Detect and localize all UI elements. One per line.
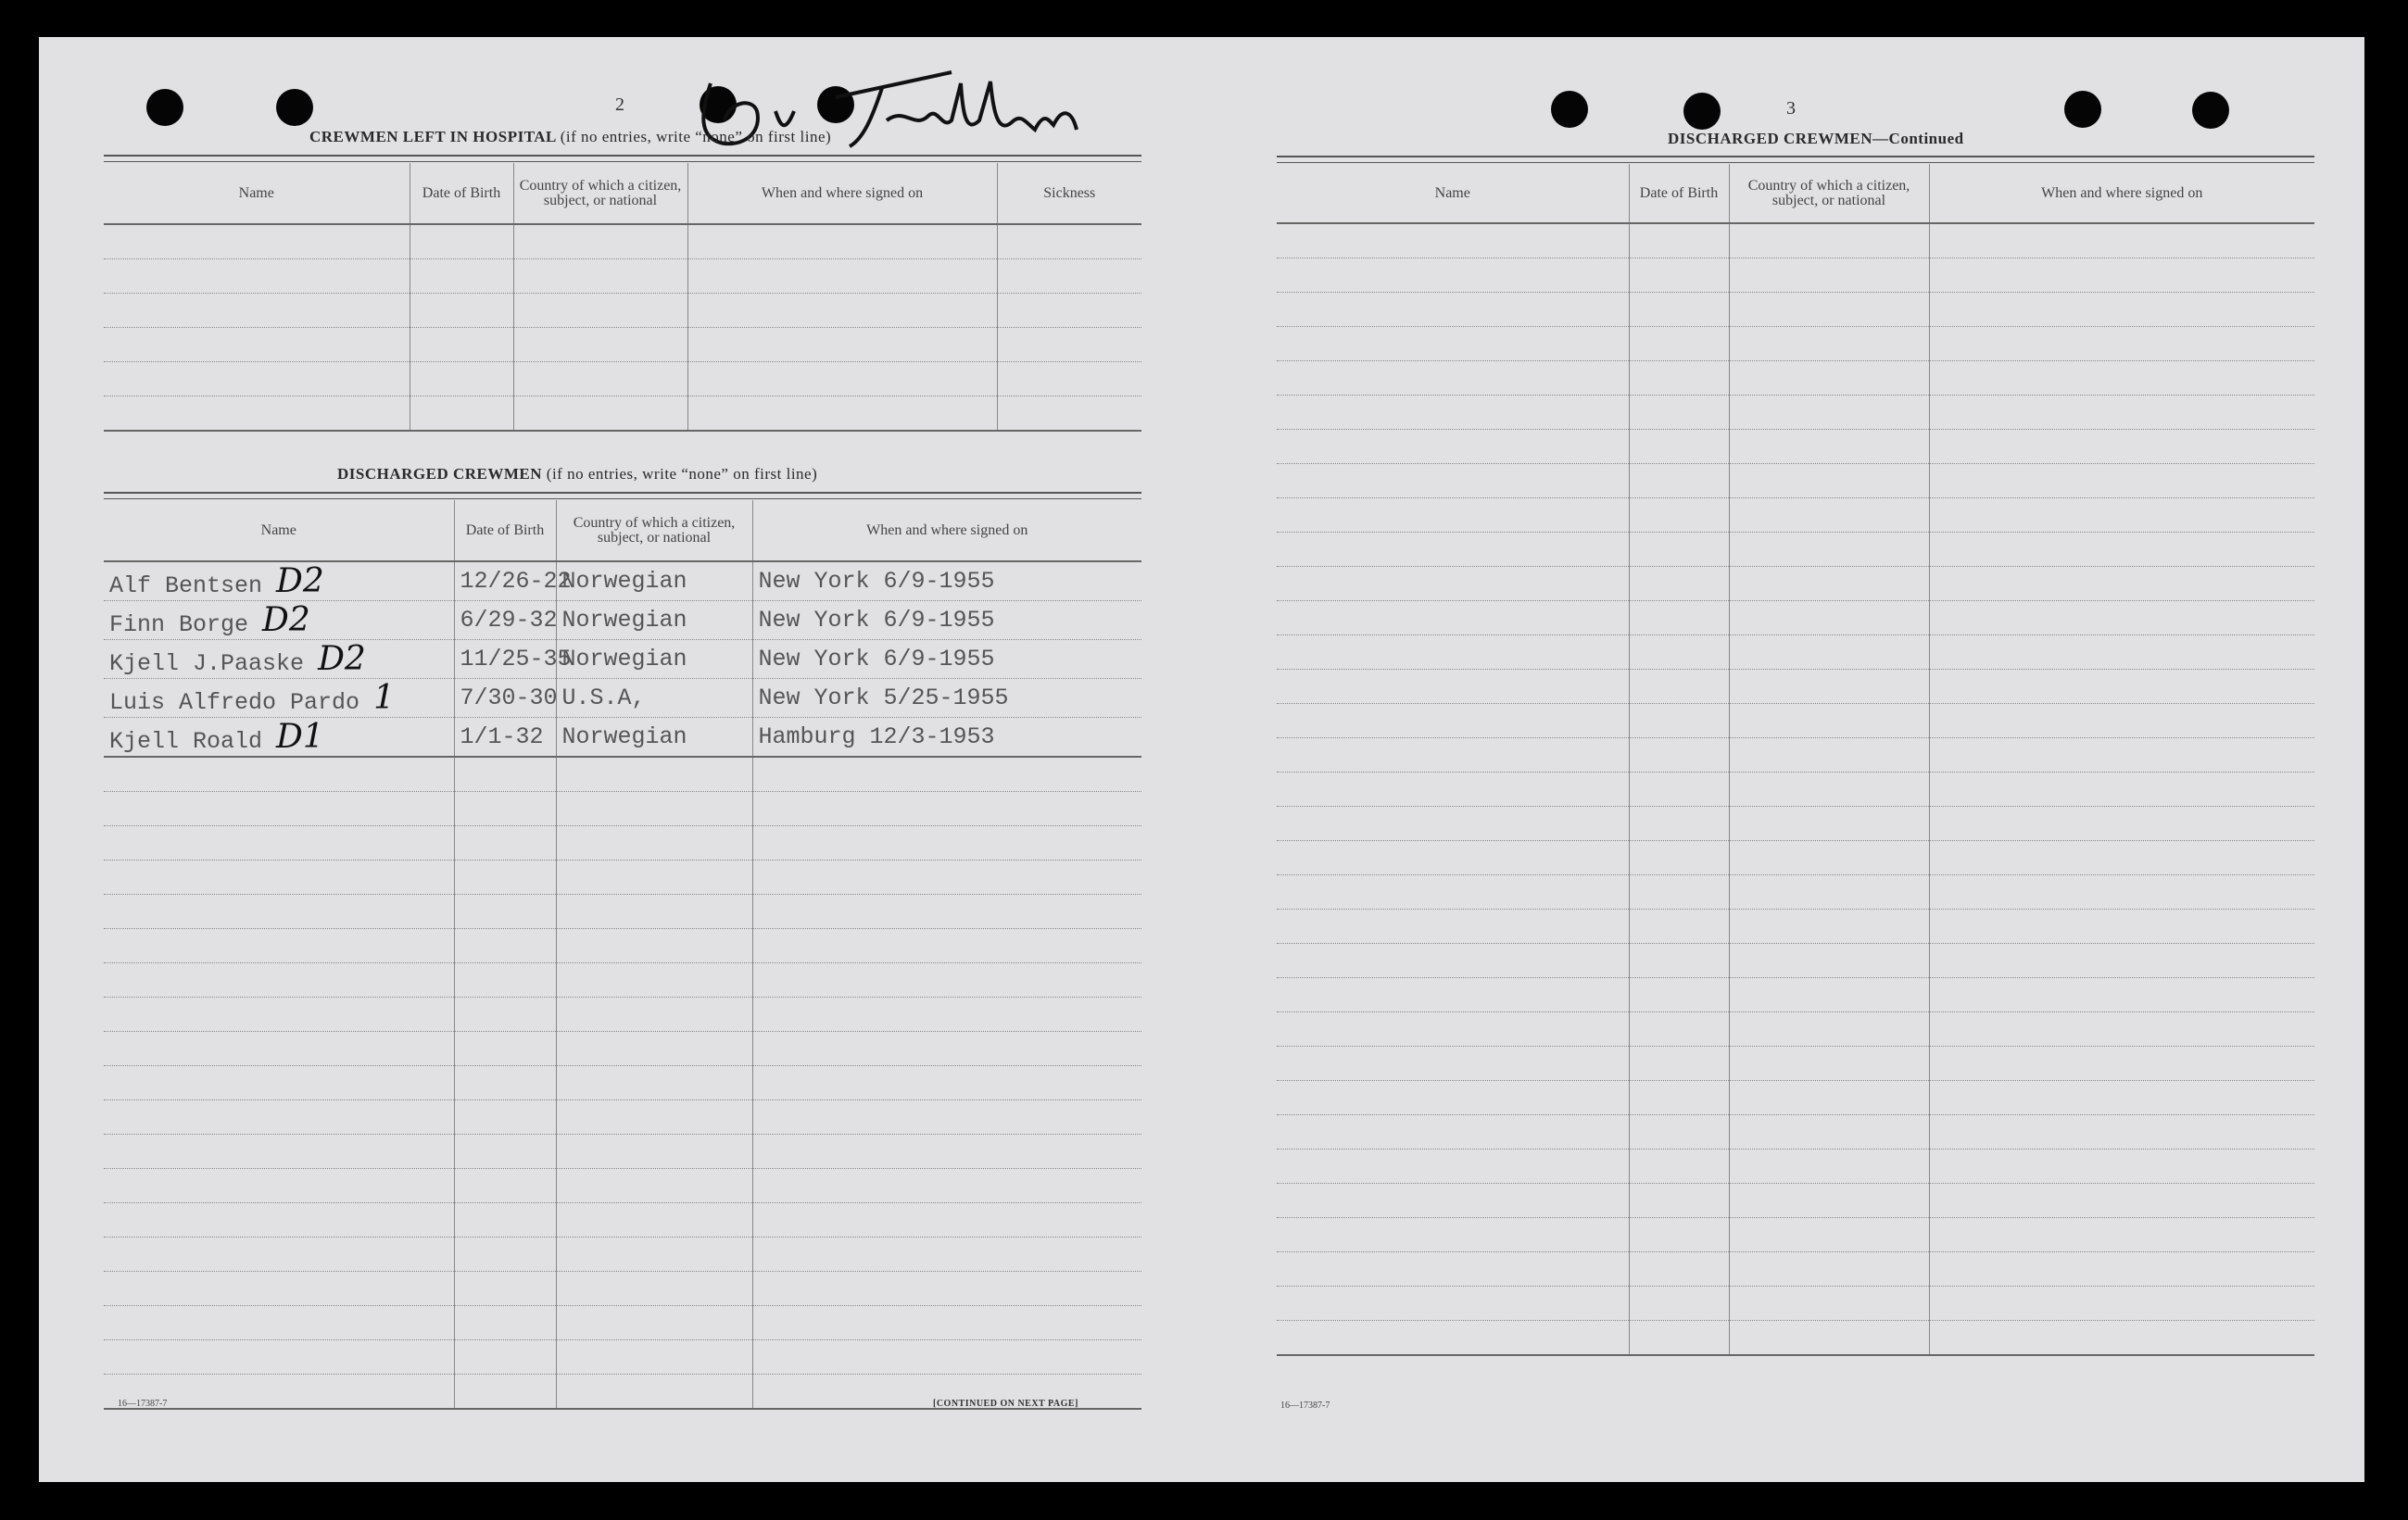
hospital-rule bbox=[104, 155, 1141, 162]
blank-row bbox=[104, 998, 1141, 1032]
blank-row bbox=[1277, 1012, 2314, 1047]
col-header-signed: When and where signed on bbox=[1929, 164, 2314, 223]
table-row bbox=[104, 362, 1141, 396]
col-header-dob: Date of Birth bbox=[1629, 164, 1729, 223]
blank-row bbox=[104, 1032, 1141, 1066]
crew-name: Alf Bentsen bbox=[109, 572, 263, 599]
blank-row bbox=[104, 929, 1141, 963]
col-header-name: Name bbox=[1277, 164, 1629, 223]
form-code: 16—17387-7 bbox=[1280, 1401, 1330, 1411]
discharge-mark: D2 bbox=[276, 562, 324, 600]
discharged-rule bbox=[1277, 156, 2314, 163]
blank-row bbox=[1277, 396, 2314, 430]
discharged-table bbox=[104, 500, 1141, 1410]
blank-row bbox=[104, 757, 1141, 792]
blank-row bbox=[1277, 704, 2314, 738]
binder-hole bbox=[1683, 93, 1721, 130]
discharge-mark: D2 bbox=[318, 640, 366, 678]
blank-row bbox=[1277, 807, 2314, 841]
blank-row bbox=[1277, 1081, 2314, 1115]
blank-row bbox=[104, 1237, 1141, 1272]
blank-row bbox=[1277, 1218, 2314, 1252]
blank-row bbox=[1277, 258, 2314, 293]
signed-cell: Hamburg 12/3-1953 bbox=[752, 718, 1141, 758]
dob-cell: 6/29-32 bbox=[454, 601, 556, 640]
blank-row bbox=[1277, 738, 2314, 773]
blank-row bbox=[104, 1272, 1141, 1306]
crew-name-cell bbox=[104, 640, 454, 679]
crew-name-cell bbox=[104, 679, 454, 718]
country-cell: Norwegian bbox=[556, 601, 752, 640]
discharged-section-title bbox=[337, 465, 817, 484]
form-code: 16—17387-7 bbox=[118, 1399, 168, 1409]
blank-row bbox=[104, 1203, 1141, 1237]
dob-cell: 11/25-35 bbox=[454, 640, 556, 679]
crew-name: Kjell Roald bbox=[109, 728, 263, 755]
blank-row bbox=[104, 963, 1141, 998]
discharged-title-bold: DISCHARGED CREWMEN bbox=[337, 465, 543, 483]
blank-row bbox=[1277, 430, 2314, 464]
page-number: 2 bbox=[615, 94, 624, 115]
crew-name-cell bbox=[104, 718, 454, 758]
blank-row bbox=[1277, 1252, 2314, 1287]
blank-row bbox=[104, 1100, 1141, 1135]
table-row bbox=[104, 679, 1141, 718]
col-header-country: Country of which a citizen, subject, or national bbox=[513, 163, 687, 224]
table-row bbox=[104, 601, 1141, 640]
table-row bbox=[104, 294, 1141, 328]
form-sheet bbox=[39, 37, 2364, 1482]
col-header-name: Name bbox=[104, 500, 454, 561]
blank-row bbox=[1277, 567, 2314, 601]
col-header-name: Name bbox=[104, 163, 410, 224]
hospital-title-bold: CREWMEN LEFT IN HOSPITAL bbox=[309, 128, 556, 145]
blank-row bbox=[1277, 464, 2314, 498]
binder-hole bbox=[2064, 91, 2101, 128]
discharged-continued-title bbox=[1668, 130, 1964, 148]
blank-row bbox=[1277, 1115, 2314, 1149]
blank-row bbox=[1277, 910, 2314, 944]
hospital-table bbox=[104, 163, 1141, 432]
blank-row bbox=[104, 1135, 1141, 1169]
blank-row bbox=[1277, 293, 2314, 327]
col-header-country: Country of which a citizen, subject, or national bbox=[556, 500, 752, 561]
binder-hole bbox=[1551, 91, 1588, 128]
discharge-mark: D2 bbox=[262, 601, 310, 639]
blank-row bbox=[1277, 875, 2314, 910]
country-cell: U.S.A, bbox=[556, 679, 752, 718]
discharged-continued-table bbox=[1277, 164, 2314, 1356]
discharged-title-bold: DISCHARGED CREWMEN bbox=[1668, 130, 1873, 147]
crew-name: Finn Borge bbox=[109, 611, 249, 638]
crew-name-cell bbox=[104, 561, 454, 601]
dob-cell: 12/26-22 bbox=[454, 561, 556, 601]
blank-row bbox=[1277, 223, 2314, 258]
binder-hole bbox=[2192, 92, 2229, 129]
continued-note: [CONTINUED ON NEXT PAGE] bbox=[933, 1399, 1078, 1409]
table-row bbox=[104, 718, 1141, 758]
discharged-title-note: (if no entries, write “none” on first line) bbox=[546, 465, 818, 483]
col-header-country: Country of which a citizen, subject, or national bbox=[1729, 164, 1929, 223]
col-header-sickness: Sickness bbox=[997, 163, 1141, 224]
blank-row bbox=[104, 1066, 1141, 1100]
blank-row bbox=[1277, 601, 2314, 635]
discharged-rule bbox=[104, 492, 1141, 499]
discharge-mark: 1 bbox=[373, 679, 395, 717]
blank-row bbox=[1277, 498, 2314, 533]
col-header-signed: When and where signed on bbox=[687, 163, 997, 224]
country-cell: Norwegian bbox=[556, 718, 752, 758]
signed-cell: New York 6/9-1955 bbox=[752, 640, 1141, 679]
blank-row bbox=[1277, 1149, 2314, 1184]
blank-row bbox=[1277, 841, 2314, 875]
blank-row bbox=[1277, 361, 2314, 396]
signed-cell: New York 5/25-1955 bbox=[752, 679, 1141, 718]
table-row bbox=[104, 396, 1141, 432]
blank-row bbox=[104, 860, 1141, 895]
col-header-dob: Date of Birth bbox=[454, 500, 556, 561]
page-number: 3 bbox=[1786, 98, 1796, 119]
blank-row bbox=[104, 792, 1141, 826]
blank-row bbox=[1277, 773, 2314, 807]
table-row bbox=[104, 328, 1141, 362]
blank-row bbox=[104, 1169, 1141, 1203]
blank-row bbox=[1277, 1184, 2314, 1218]
blank-row bbox=[1277, 327, 2314, 361]
continued-label: —Continued bbox=[1872, 130, 1964, 147]
binder-hole bbox=[146, 89, 183, 126]
binder-hole bbox=[276, 89, 313, 126]
discharge-mark: D1 bbox=[276, 718, 324, 756]
blank-row bbox=[1277, 1287, 2314, 1321]
signed-cell: New York 6/9-1955 bbox=[752, 561, 1141, 601]
dob-cell: 1/1-32 bbox=[454, 718, 556, 758]
signed-cell: New York 6/9-1955 bbox=[752, 601, 1141, 640]
table-row bbox=[104, 259, 1141, 294]
blank-row bbox=[104, 826, 1141, 860]
hospital-section-title bbox=[309, 128, 831, 146]
blank-row bbox=[1277, 533, 2314, 567]
blank-row bbox=[1277, 1047, 2314, 1081]
blank-row bbox=[104, 895, 1141, 929]
blank-row bbox=[1277, 978, 2314, 1012]
table-row bbox=[104, 561, 1141, 601]
crew-name-cell bbox=[104, 601, 454, 640]
col-header-signed: When and where signed on bbox=[752, 500, 1141, 561]
blank-row bbox=[1277, 944, 2314, 978]
blank-row bbox=[104, 1306, 1141, 1340]
blank-row bbox=[104, 1340, 1141, 1375]
table-row bbox=[104, 640, 1141, 679]
crew-name: Luis Alfredo Pardo bbox=[109, 689, 360, 716]
country-cell: Norwegian bbox=[556, 640, 752, 679]
table-row bbox=[104, 224, 1141, 259]
col-header-dob: Date of Birth bbox=[410, 163, 513, 224]
blank-row bbox=[1277, 670, 2314, 704]
dob-cell: 7/30-30 bbox=[454, 679, 556, 718]
crew-name: Kjell J.Paaske bbox=[109, 650, 305, 677]
blank-row bbox=[1277, 1321, 2314, 1356]
country-cell: Norwegian bbox=[556, 561, 752, 601]
blank-row bbox=[1277, 635, 2314, 670]
hospital-title-note: (if no entries, write “none” on first line) bbox=[560, 128, 832, 145]
